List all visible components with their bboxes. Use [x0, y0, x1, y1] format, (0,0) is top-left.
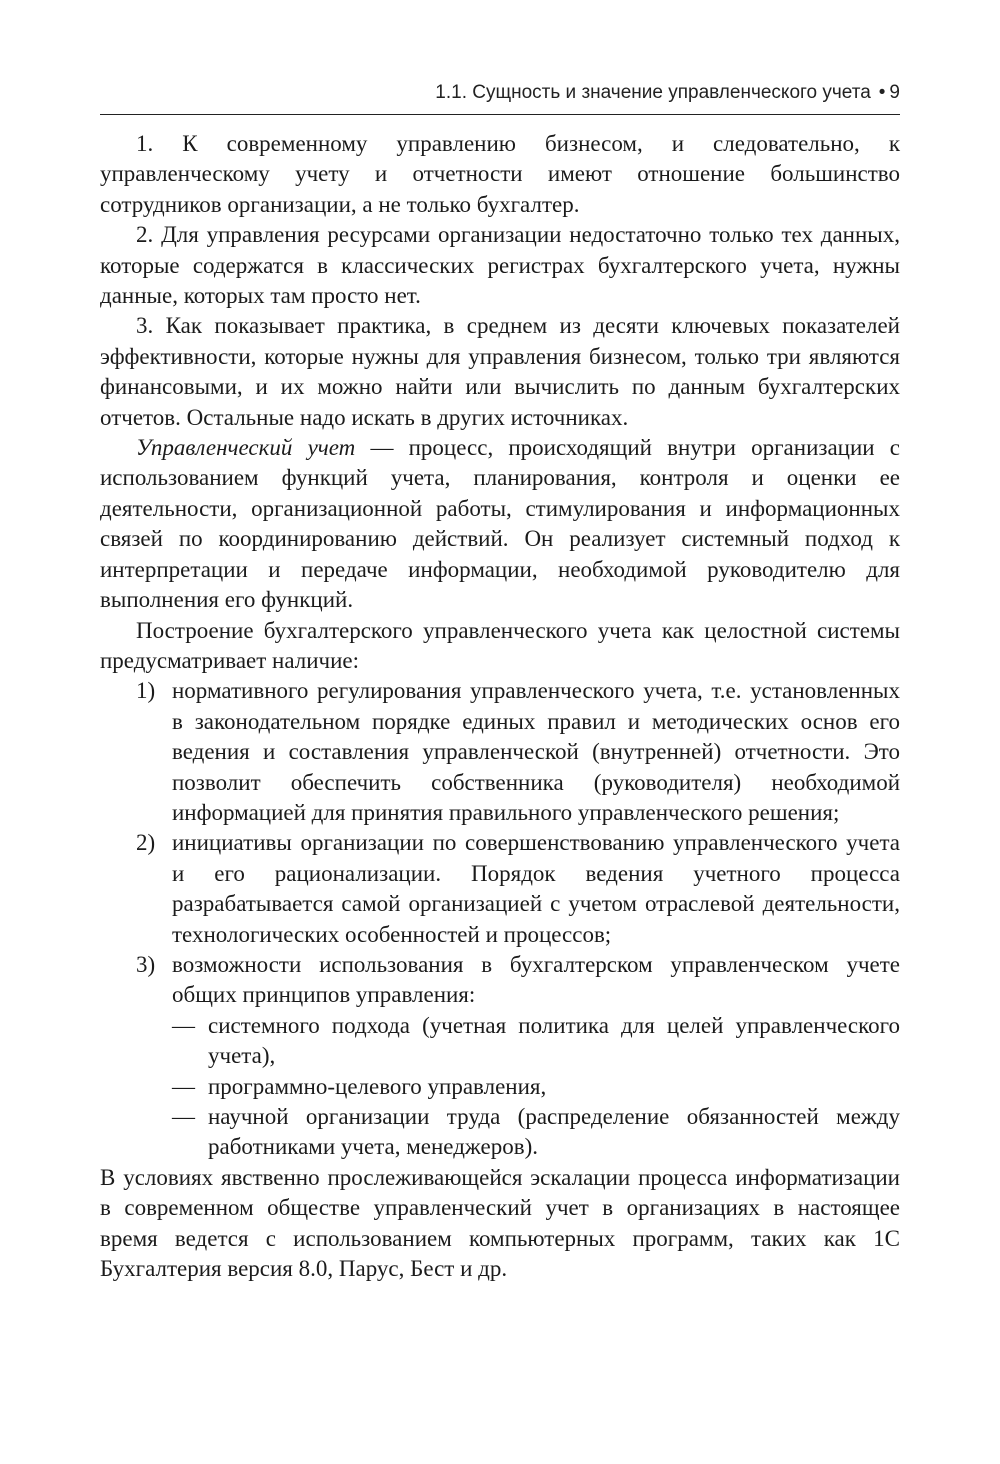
- list-intro: Построение бухгалтерского управленческого учета как целостной системы предусматривает наличие:: [100, 617, 900, 673]
- list-item-number: 2): [136, 830, 156, 856]
- closing-paragraph: В условиях явственно прослеживающейся эскалации процесса информатизации в современном обществе управленческий учет в организациях в настоящее время ведется с использованием компьютерных программ, таких как 1С Бухгалтерия версия 8.0, Парус, Бест и др.: [100, 1164, 900, 1282]
- dash-marker: —: [172, 1104, 195, 1129]
- dash-item: [172, 1072, 900, 1102]
- definition-text: — процесс, происходящий внутри организации с использованием функций учета, планирования, контроля и оценки ее деятельности, организационной работы, стимулирования и информационных связей по координированию действий. Он реализует системный подход к интерпретации и передаче информации, необходимой руководителю для выполнения его функций.: [100, 435, 900, 613]
- dash-item: [172, 1011, 900, 1072]
- list-item-number: 3): [136, 951, 156, 977]
- paragraph-1: 1. К современному управлению бизнесом, и следовательно, к управленческому учету и отчетности имеют отношение большинство сотрудников организации, а не только бухгалтер.: [100, 131, 900, 217]
- list-item: [100, 950, 900, 1163]
- dash-item-text: системного подхода (учетная политика для целей управленческого учета),: [208, 1012, 900, 1069]
- page-number: 9: [889, 82, 900, 103]
- definition-paragraph: [100, 433, 900, 615]
- dash-marker: —: [172, 1012, 195, 1038]
- list-item-text: возможности использования в бухгалтерском управленческом учете общих принципов управления:: [172, 951, 900, 1008]
- definition-term: Управленческий учет: [136, 435, 356, 461]
- numbered-list: [100, 676, 900, 1163]
- header-bullet: •: [878, 82, 886, 103]
- section-title: 1.1. Сущность и значение управленческого учета: [435, 82, 871, 103]
- dash-item-text: программно-целевого управления,: [208, 1073, 547, 1099]
- dash-list: [172, 1011, 900, 1163]
- list-item-text: нормативного регулирования управленческого учета, т.е. установленных в законодательном порядке единых правил и методических основ его ведения и составления управленческой (внутренней) отчетности. Это позволит обеспечить собственника (руководителя) необходимой информацией для принятия правильного управленческого решения;: [172, 678, 900, 825]
- dash-item-text: научной организации труда (распределение обязанностей между работниками учета, менеджеров).: [208, 1104, 900, 1160]
- paragraph-3: 3. Как показывает практика, в среднем из десяти ключевых показателей эффективности, которые нужны для управления бизнесом, только три являются финансовыми, и их можно найти или вычислить по данным бухгалтерских отчетов. Остальные надо искать в других источниках.: [100, 313, 900, 430]
- running-header: [100, 80, 900, 115]
- dash-marker: —: [172, 1073, 195, 1099]
- paragraph-2: 2. Для управления ресурсами организации недостаточно только тех данных, которые содержатся в классических регистрах бухгалтерского учета, нужны данные, которых там просто нет.: [100, 222, 900, 309]
- dash-item: [172, 1102, 900, 1163]
- list-item-number: 1): [136, 678, 156, 704]
- list-item: [100, 828, 900, 950]
- list-item-text: инициативы организации по совершенствованию управленческого учета и его рационализации. Порядок ведения учетного процесса разрабатывается самой организацией с учетом отраслевой деятельности, технологических особенностей и процессов;: [172, 830, 900, 947]
- page-body: [100, 129, 900, 1284]
- list-item: [100, 676, 900, 828]
